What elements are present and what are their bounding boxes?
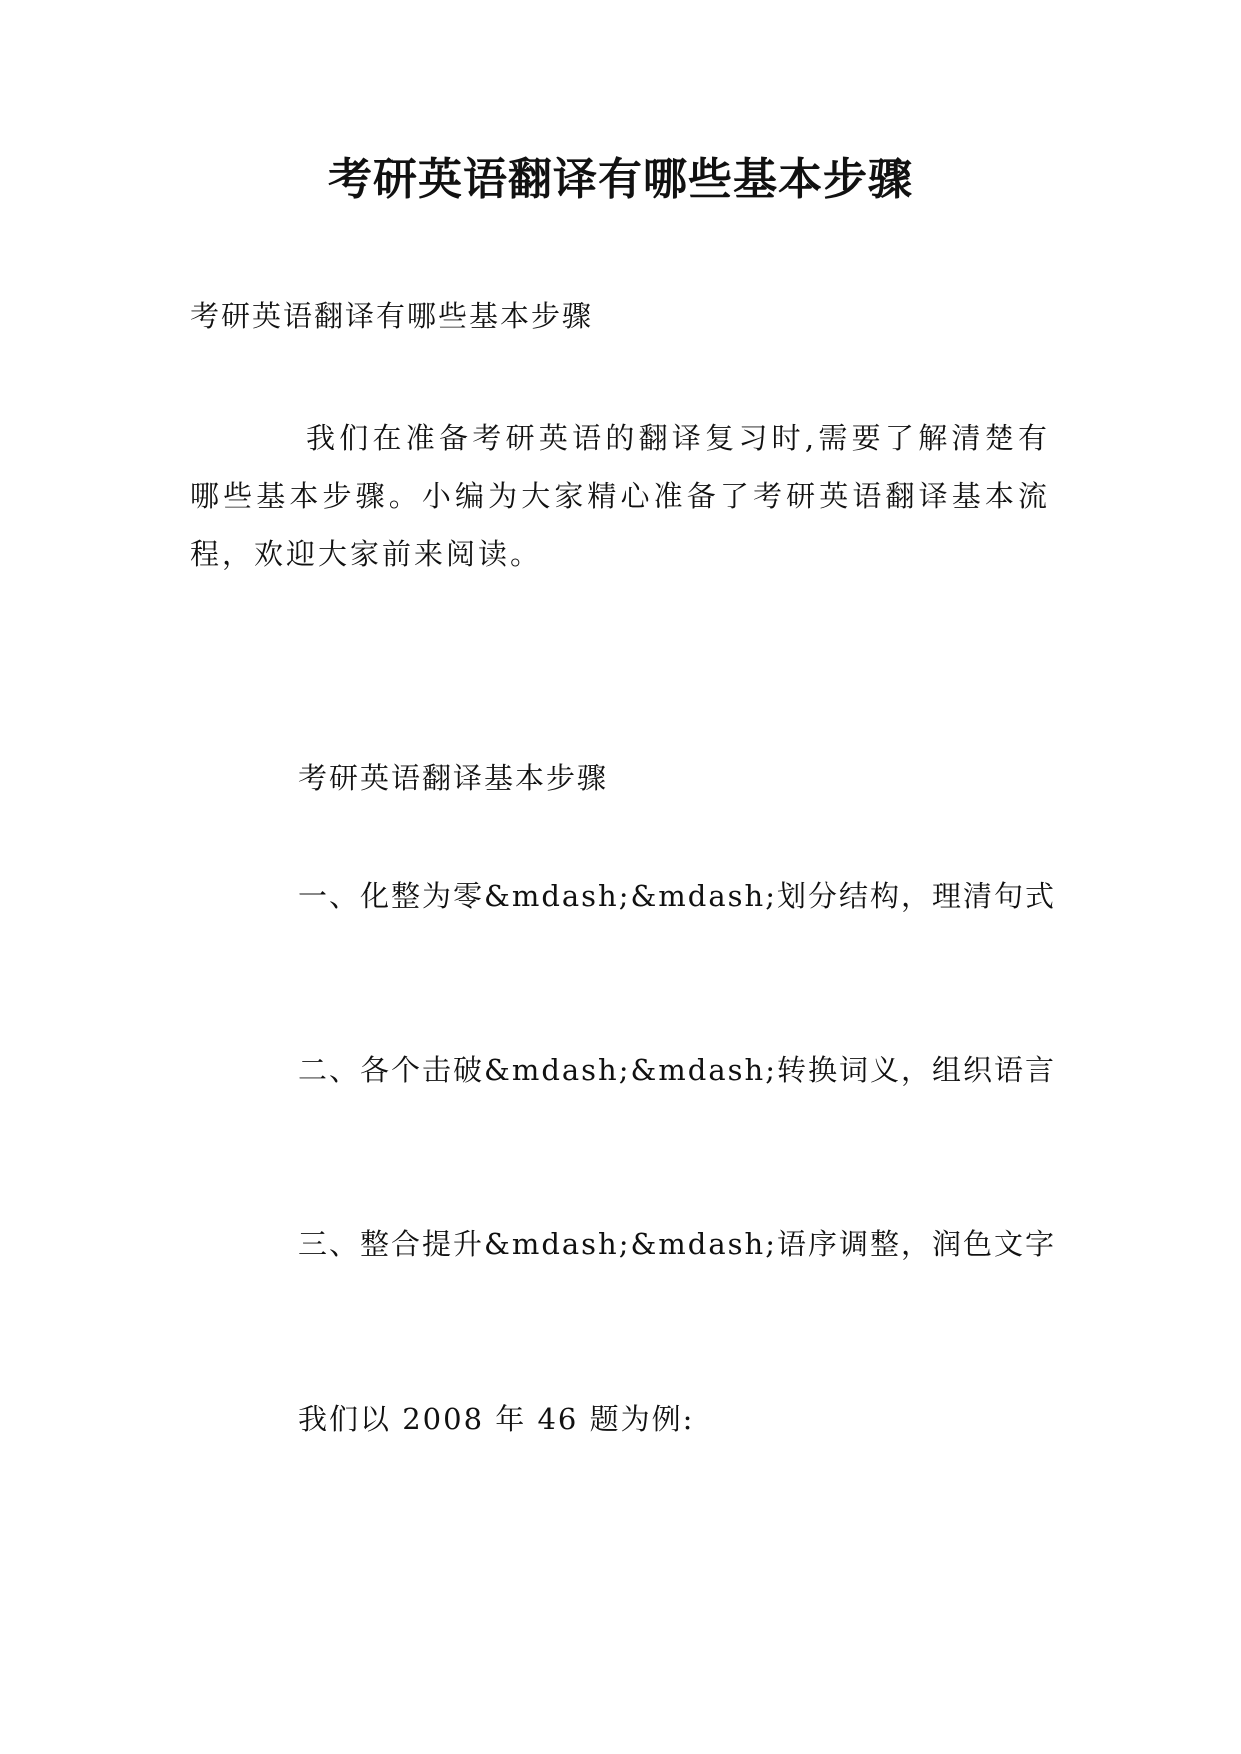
step-item: 一、化整为零&mdash;&mdash;划分结构，理清句式 bbox=[298, 879, 1056, 913]
intro-paragraph: 我们在准备考研英语的翻译复习时,需要了解清楚有哪些基本步骤。小编为大家精心准备了考研英语翻译基本流程，欢迎大家前来阅读。 bbox=[190, 421, 1050, 571]
section-heading: 考研英语翻译基本步骤 bbox=[298, 761, 609, 795]
step-item: 三、整合提升&mdash;&mdash;语序调整，润色文字 bbox=[298, 1227, 1056, 1261]
document-subtitle: 考研英语翻译有哪些基本步骤 bbox=[190, 299, 594, 333]
example-line: 我们以 2008 年 46 题为例: bbox=[298, 1402, 695, 1436]
step-item: 二、各个击破&mdash;&mdash;转换词义，组织语言 bbox=[298, 1053, 1056, 1087]
document-title: 考研英语翻译有哪些基本步骤 bbox=[328, 154, 913, 205]
